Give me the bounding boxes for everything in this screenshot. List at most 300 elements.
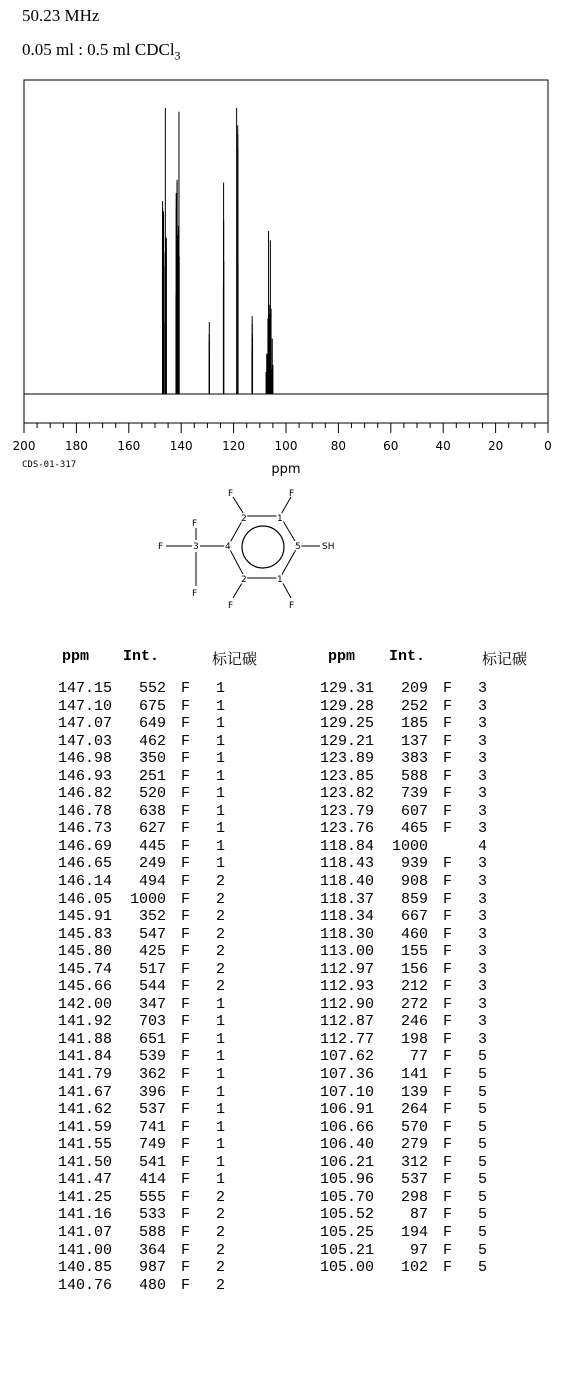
carbon-label-3: 3 — [193, 542, 199, 552]
cell-intensity: 396 — [138, 1083, 166, 1101]
cell-flag: F — [443, 820, 453, 838]
cell-intensity: 350 — [138, 750, 166, 768]
cell-flag: F — [443, 680, 453, 697]
cell-carbon: 2 — [216, 1223, 226, 1241]
cell-flag: F — [181, 1118, 191, 1136]
cell-carbon: 1 — [216, 1171, 226, 1189]
x-axis-label: ppm — [271, 462, 301, 477]
tick-label-180: 180 — [64, 439, 88, 453]
cell-ppm: 145.74 — [57, 960, 112, 978]
cell-ppm: 141.92 — [57, 1013, 112, 1031]
cell-flag: F — [181, 767, 191, 785]
cell-ppm: 129.31 — [319, 680, 374, 697]
cell-carbon: 1 — [216, 995, 226, 1013]
cell-flag: F — [181, 750, 191, 768]
aromatic-circle — [242, 526, 284, 568]
cell-intensity: 102 — [400, 1259, 428, 1277]
cell-flag: F — [181, 925, 191, 943]
cell-flag: F — [181, 802, 191, 820]
cell-flag: F — [181, 1206, 191, 1224]
cell-ppm: 107.62 — [319, 1048, 374, 1066]
cell-intensity: 298 — [400, 1188, 428, 1206]
atom-cf3-f-bottom: F — [192, 589, 198, 599]
cell-flag: F — [443, 1101, 453, 1119]
cell-carbon: 3 — [478, 855, 488, 873]
cell-ppm: 112.90 — [319, 995, 374, 1013]
cell-ppm: 145.66 — [57, 978, 112, 996]
cell-intensity: 198 — [400, 1030, 428, 1048]
cell-carbon: 5 — [478, 1223, 488, 1241]
cell-ppm: 141.07 — [57, 1223, 112, 1241]
cell-flag: F — [443, 1013, 453, 1031]
cell-intensity: 555 — [138, 1188, 166, 1206]
cell-ppm: 105.52 — [319, 1206, 374, 1224]
cell-carbon: 2 — [216, 1276, 226, 1294]
cell-intensity: 1000 — [129, 890, 166, 908]
cell-intensity: 312 — [400, 1153, 428, 1171]
cell-ppm: 112.87 — [319, 1013, 374, 1031]
cell-ppm: 145.80 — [57, 943, 112, 961]
cell-ppm: 105.25 — [319, 1223, 374, 1241]
cell-intensity: 77 — [409, 1048, 428, 1066]
cell-flag: F — [443, 1171, 453, 1189]
cell-flag: F — [443, 908, 453, 926]
cell-carbon: 5 — [478, 1241, 488, 1259]
cell-carbon: 3 — [478, 943, 488, 961]
cell-carbon: 3 — [478, 995, 488, 1013]
cell-intensity: 155 — [400, 943, 428, 961]
cell-ppm: 147.15 — [57, 680, 112, 697]
cell-flag: F — [443, 925, 453, 943]
cell-intensity: 520 — [138, 785, 166, 803]
cell-carbon: 3 — [478, 908, 488, 926]
cell-carbon: 3 — [478, 767, 488, 785]
cell-flag: F — [181, 1136, 191, 1154]
cell-ppm: 129.21 — [319, 732, 374, 750]
solvent-info — [22, 40, 181, 63]
atom-f-bottom-right: F — [289, 601, 295, 611]
cell-flag: F — [443, 785, 453, 803]
cell-flag: F — [181, 855, 191, 873]
cell-carbon: 1 — [216, 1066, 226, 1084]
cell-ppm: 107.10 — [319, 1083, 374, 1101]
cell-ppm: 106.21 — [319, 1153, 374, 1171]
tick-label-20: 20 — [487, 439, 504, 453]
cell-carbon: 1 — [216, 785, 226, 803]
cell-ppm: 113.00 — [319, 943, 374, 961]
cell-flag: F — [181, 1066, 191, 1084]
cell-ppm: 141.88 — [57, 1030, 112, 1048]
cell-flag: F — [443, 1136, 453, 1154]
carbon-label-5: 5 — [295, 542, 301, 552]
cell-carbon: 2 — [216, 943, 226, 961]
cell-flag: F — [181, 995, 191, 1013]
cell-intensity: 627 — [138, 820, 166, 838]
plot-frame — [24, 80, 548, 423]
cell-intensity: 460 — [400, 925, 428, 943]
cell-carbon: 3 — [478, 802, 488, 820]
tick-label-80: 80 — [330, 439, 347, 453]
x-axis-ticks — [24, 423, 548, 433]
cell-ppm: 146.82 — [57, 785, 112, 803]
cell-flag: F — [181, 785, 191, 803]
cell-ppm: 123.76 — [319, 820, 374, 838]
cell-carbon: 1 — [216, 1136, 226, 1154]
cell-flag: F — [443, 890, 453, 908]
cell-flag: F — [443, 715, 453, 733]
cell-ppm: 123.82 — [319, 785, 374, 803]
cell-carbon: 1 — [216, 1153, 226, 1171]
nmr-spectrum-chart — [0, 70, 570, 480]
cell-ppm: 145.91 — [57, 908, 112, 926]
cell-flag: F — [443, 1083, 453, 1101]
cell-flag: F — [181, 1048, 191, 1066]
cell-ppm: 146.98 — [57, 750, 112, 768]
atom-f-top-right: F — [289, 489, 295, 499]
cell-carbon: 2 — [216, 925, 226, 943]
cell-ppm: 118.43 — [319, 855, 374, 873]
cell-ppm: 141.16 — [57, 1206, 112, 1224]
x-axis-tick-labels — [13, 439, 552, 453]
cell-intensity: 675 — [138, 697, 166, 715]
cell-intensity: 383 — [400, 750, 428, 768]
cell-intensity: 279 — [400, 1136, 428, 1154]
cell-ppm: 140.76 — [57, 1276, 112, 1294]
cell-carbon: 2 — [216, 1259, 226, 1277]
cell-intensity: 539 — [138, 1048, 166, 1066]
cell-ppm: 141.00 — [57, 1241, 112, 1259]
cell-ppm: 146.65 — [57, 855, 112, 873]
cell-intensity: 425 — [138, 943, 166, 961]
cell-flag: F — [181, 1101, 191, 1119]
cell-ppm: 142.00 — [57, 995, 112, 1013]
cell-ppm: 141.62 — [57, 1101, 112, 1119]
cell-carbon: 5 — [478, 1101, 488, 1119]
cell-intensity: 362 — [138, 1066, 166, 1084]
cell-flag: F — [181, 1013, 191, 1031]
cell-intensity: 667 — [400, 908, 428, 926]
cell-ppm: 118.40 — [319, 873, 374, 891]
cell-intensity: 908 — [400, 873, 428, 891]
cell-intensity: 212 — [400, 978, 428, 996]
cell-carbon: 5 — [478, 1048, 488, 1066]
cell-ppm: 112.77 — [319, 1030, 374, 1048]
cell-intensity: 347 — [138, 995, 166, 1013]
cell-flag: F — [181, 732, 191, 750]
cell-intensity: 252 — [400, 697, 428, 715]
cell-intensity: 533 — [138, 1206, 166, 1224]
cell-intensity: 749 — [138, 1136, 166, 1154]
cell-carbon: 5 — [478, 1153, 488, 1171]
atom-f-bottom-left: F — [228, 601, 234, 611]
cell-carbon: 1 — [216, 767, 226, 785]
cell-intensity: 859 — [400, 890, 428, 908]
cell-flag: F — [181, 890, 191, 908]
cell-intensity: 1000 — [391, 837, 428, 855]
cell-intensity: 547 — [138, 925, 166, 943]
cell-intensity: 537 — [138, 1101, 166, 1119]
cell-carbon: 2 — [216, 978, 226, 996]
cell-carbon: 2 — [216, 890, 226, 908]
cell-carbon: 4 — [478, 837, 488, 855]
cell-intensity: 246 — [400, 1013, 428, 1031]
cell-flag: F — [443, 1118, 453, 1136]
cell-ppm: 146.05 — [57, 890, 112, 908]
header-carbon-left: 标记碳 — [212, 650, 258, 668]
cell-carbon: 2 — [216, 873, 226, 891]
cell-carbon: 3 — [478, 680, 488, 697]
cell-carbon: 3 — [478, 978, 488, 996]
cell-carbon: 1 — [216, 820, 226, 838]
cell-carbon: 3 — [478, 785, 488, 803]
cell-ppm: 105.70 — [319, 1188, 374, 1206]
cell-intensity: 87 — [409, 1206, 428, 1224]
tick-label-0: 0 — [544, 439, 552, 453]
cell-carbon: 2 — [216, 1206, 226, 1224]
cell-flag: F — [181, 1030, 191, 1048]
cell-flag: F — [181, 960, 191, 978]
cell-flag: F — [443, 697, 453, 715]
cell-carbon: 3 — [478, 1030, 488, 1048]
cell-carbon: 5 — [478, 1188, 488, 1206]
cell-ppm: 107.36 — [319, 1066, 374, 1084]
cell-ppm: 141.47 — [57, 1171, 112, 1189]
tick-label-200: 200 — [12, 439, 36, 453]
cell-flag: F — [443, 995, 453, 1013]
cell-ppm: 141.79 — [57, 1066, 112, 1084]
cell-carbon: 3 — [478, 960, 488, 978]
cell-intensity: 251 — [138, 767, 166, 785]
cell-carbon: 1 — [216, 802, 226, 820]
cell-ppm: 105.00 — [319, 1259, 374, 1277]
cell-flag: F — [443, 978, 453, 996]
cell-carbon: 1 — [216, 715, 226, 733]
cell-flag: F — [181, 1083, 191, 1101]
cell-ppm: 146.78 — [57, 802, 112, 820]
cell-flag: F — [443, 1241, 453, 1259]
cell-ppm: 118.37 — [319, 890, 374, 908]
spectrometer-frequency: 50.23 MHz — [22, 6, 100, 25]
cell-flag: F — [181, 715, 191, 733]
cell-flag: F — [443, 943, 453, 961]
cell-intensity: 185 — [400, 715, 428, 733]
cell-ppm: 106.91 — [319, 1101, 374, 1119]
cell-ppm: 106.40 — [319, 1136, 374, 1154]
cell-ppm: 105.21 — [319, 1241, 374, 1259]
cell-flag: F — [181, 978, 191, 996]
cell-intensity: 741 — [138, 1118, 166, 1136]
cell-flag: F — [443, 1206, 453, 1224]
cell-flag: F — [443, 1223, 453, 1241]
cell-intensity: 462 — [138, 732, 166, 750]
cell-flag: F — [181, 908, 191, 926]
atom-cf3-f-left: F — [158, 542, 164, 552]
atom-f-top-left: F — [228, 489, 234, 499]
cell-carbon: 5 — [478, 1083, 488, 1101]
cell-ppm: 118.84 — [319, 837, 374, 855]
cell-intensity: 194 — [400, 1223, 428, 1241]
cell-flag: F — [181, 1153, 191, 1171]
cell-intensity: 649 — [138, 715, 166, 733]
header-carbon-right: 标记碳 — [482, 650, 528, 668]
cell-carbon: 3 — [478, 1013, 488, 1031]
cell-intensity: 364 — [138, 1241, 166, 1259]
tick-label-100: 100 — [274, 439, 298, 453]
cell-flag: F — [443, 1188, 453, 1206]
cell-ppm: 146.14 — [57, 873, 112, 891]
cell-carbon: 5 — [478, 1066, 488, 1084]
cell-carbon: 1 — [216, 1118, 226, 1136]
cell-ppm: 105.96 — [319, 1171, 374, 1189]
solvent-subscript: 3 — [174, 48, 181, 63]
cell-ppm: 145.83 — [57, 925, 112, 943]
cell-carbon: 3 — [478, 750, 488, 768]
cell-carbon: 1 — [216, 732, 226, 750]
cell-intensity: 651 — [138, 1030, 166, 1048]
tick-label-160: 160 — [117, 439, 141, 453]
header-int-left: Int. — [123, 648, 160, 665]
cell-carbon: 1 — [216, 1083, 226, 1101]
tick-label-60: 60 — [383, 439, 399, 453]
cell-intensity: 141 — [400, 1066, 428, 1084]
cell-flag: F — [443, 767, 453, 785]
peaks-group — [162, 108, 272, 394]
header-ppm-left: ppm — [62, 648, 90, 665]
cell-intensity: 939 — [400, 855, 428, 873]
cell-flag: F — [443, 855, 453, 873]
cell-intensity: 638 — [138, 802, 166, 820]
cell-ppm: 141.59 — [57, 1118, 112, 1136]
cell-ppm: 146.69 — [57, 837, 112, 855]
cell-ppm: 141.67 — [57, 1083, 112, 1101]
cell-intensity: 552 — [138, 680, 166, 697]
molecule-structure — [140, 488, 380, 628]
cell-carbon: 2 — [216, 1188, 226, 1206]
cell-carbon: 1 — [216, 680, 226, 697]
cell-ppm: 106.66 — [319, 1118, 374, 1136]
cell-intensity: 352 — [138, 908, 166, 926]
cell-intensity: 156 — [400, 960, 428, 978]
cell-carbon: 3 — [478, 890, 488, 908]
cell-flag: F — [443, 1030, 453, 1048]
cell-carbon: 1 — [216, 750, 226, 768]
cell-carbon: 1 — [216, 1030, 226, 1048]
cell-intensity: 588 — [400, 767, 428, 785]
cell-carbon: 5 — [478, 1206, 488, 1224]
cell-carbon: 3 — [478, 697, 488, 715]
carbon-label-2-top: 2 — [241, 514, 247, 524]
cell-intensity: 249 — [138, 855, 166, 873]
cell-intensity: 588 — [138, 1223, 166, 1241]
cell-flag: F — [443, 1153, 453, 1171]
cell-carbon: 3 — [478, 925, 488, 943]
benzene-ring — [228, 516, 298, 578]
solvent-text: 0.05 ml : 0.5 ml CDCl — [22, 40, 175, 59]
cell-carbon: 2 — [216, 960, 226, 978]
cell-flag: F — [443, 873, 453, 891]
cell-intensity: 209 — [400, 680, 428, 697]
carbon-label-4: 4 — [225, 542, 231, 552]
cell-ppm: 123.79 — [319, 802, 374, 820]
cell-carbon: 3 — [478, 732, 488, 750]
cell-intensity: 537 — [400, 1171, 428, 1189]
cell-intensity: 414 — [138, 1171, 166, 1189]
cell-ppm: 112.97 — [319, 960, 374, 978]
cell-flag: F — [443, 1066, 453, 1084]
tick-label-140: 140 — [169, 439, 193, 453]
cell-flag: F — [443, 960, 453, 978]
cell-carbon: 5 — [478, 1136, 488, 1154]
cell-flag: F — [181, 820, 191, 838]
cell-intensity: 570 — [400, 1118, 428, 1136]
cell-carbon: 2 — [216, 908, 226, 926]
cell-flag: F — [181, 697, 191, 715]
cell-flag: F — [443, 732, 453, 750]
atom-cf3-f-top: F — [192, 519, 198, 529]
cell-carbon: 1 — [216, 1101, 226, 1119]
cell-ppm: 146.73 — [57, 820, 112, 838]
cell-flag: F — [181, 943, 191, 961]
cell-intensity: 445 — [138, 837, 166, 855]
cell-ppm: 147.07 — [57, 715, 112, 733]
cell-carbon: 5 — [478, 1259, 488, 1277]
carbon-label-1-top: 1 — [277, 514, 283, 524]
cell-carbon: 1 — [216, 1013, 226, 1031]
cell-flag: F — [181, 1276, 191, 1294]
cell-ppm: 118.34 — [319, 908, 374, 926]
cell-intensity: 139 — [400, 1083, 428, 1101]
cell-intensity: 544 — [138, 978, 166, 996]
cell-carbon: 5 — [478, 1171, 488, 1189]
cell-flag: F — [181, 1223, 191, 1241]
cell-flag: F — [181, 837, 191, 855]
cell-ppm: 140.85 — [57, 1259, 112, 1277]
cell-intensity: 541 — [138, 1153, 166, 1171]
cell-flag: F — [443, 802, 453, 820]
cell-intensity: 739 — [400, 785, 428, 803]
cell-intensity: 607 — [400, 802, 428, 820]
cell-flag: F — [181, 1188, 191, 1206]
cell-flag: F — [443, 1259, 453, 1277]
cell-carbon: 1 — [216, 837, 226, 855]
cell-ppm: 147.10 — [57, 697, 112, 715]
cell-flag: F — [181, 873, 191, 891]
cell-ppm: 146.93 — [57, 767, 112, 785]
header-ppm-right: ppm — [328, 648, 356, 665]
cell-intensity: 465 — [400, 820, 428, 838]
cell-ppm: 129.25 — [319, 715, 374, 733]
cell-flag: F — [181, 1241, 191, 1259]
cell-intensity: 272 — [400, 995, 428, 1013]
tick-label-40: 40 — [435, 439, 451, 453]
cell-carbon: 1 — [216, 697, 226, 715]
cell-intensity: 987 — [138, 1259, 166, 1277]
cell-intensity: 480 — [138, 1276, 166, 1294]
cell-ppm: 112.93 — [319, 978, 374, 996]
cell-carbon: 1 — [216, 1048, 226, 1066]
spectrum-code: CDS-01-317 — [22, 460, 77, 470]
cell-ppm: 141.50 — [57, 1153, 112, 1171]
cell-flag: F — [181, 1171, 191, 1189]
cell-ppm: 141.55 — [57, 1136, 112, 1154]
cell-carbon: 2 — [216, 1241, 226, 1259]
header-int-right: Int. — [389, 648, 426, 665]
cell-ppm: 123.85 — [319, 767, 374, 785]
thiol-group: SH — [322, 542, 335, 552]
cell-ppm: 141.25 — [57, 1188, 112, 1206]
carbon-label-1-bottom: 1 — [277, 575, 283, 585]
carbon-label-2-bottom: 2 — [241, 575, 247, 585]
